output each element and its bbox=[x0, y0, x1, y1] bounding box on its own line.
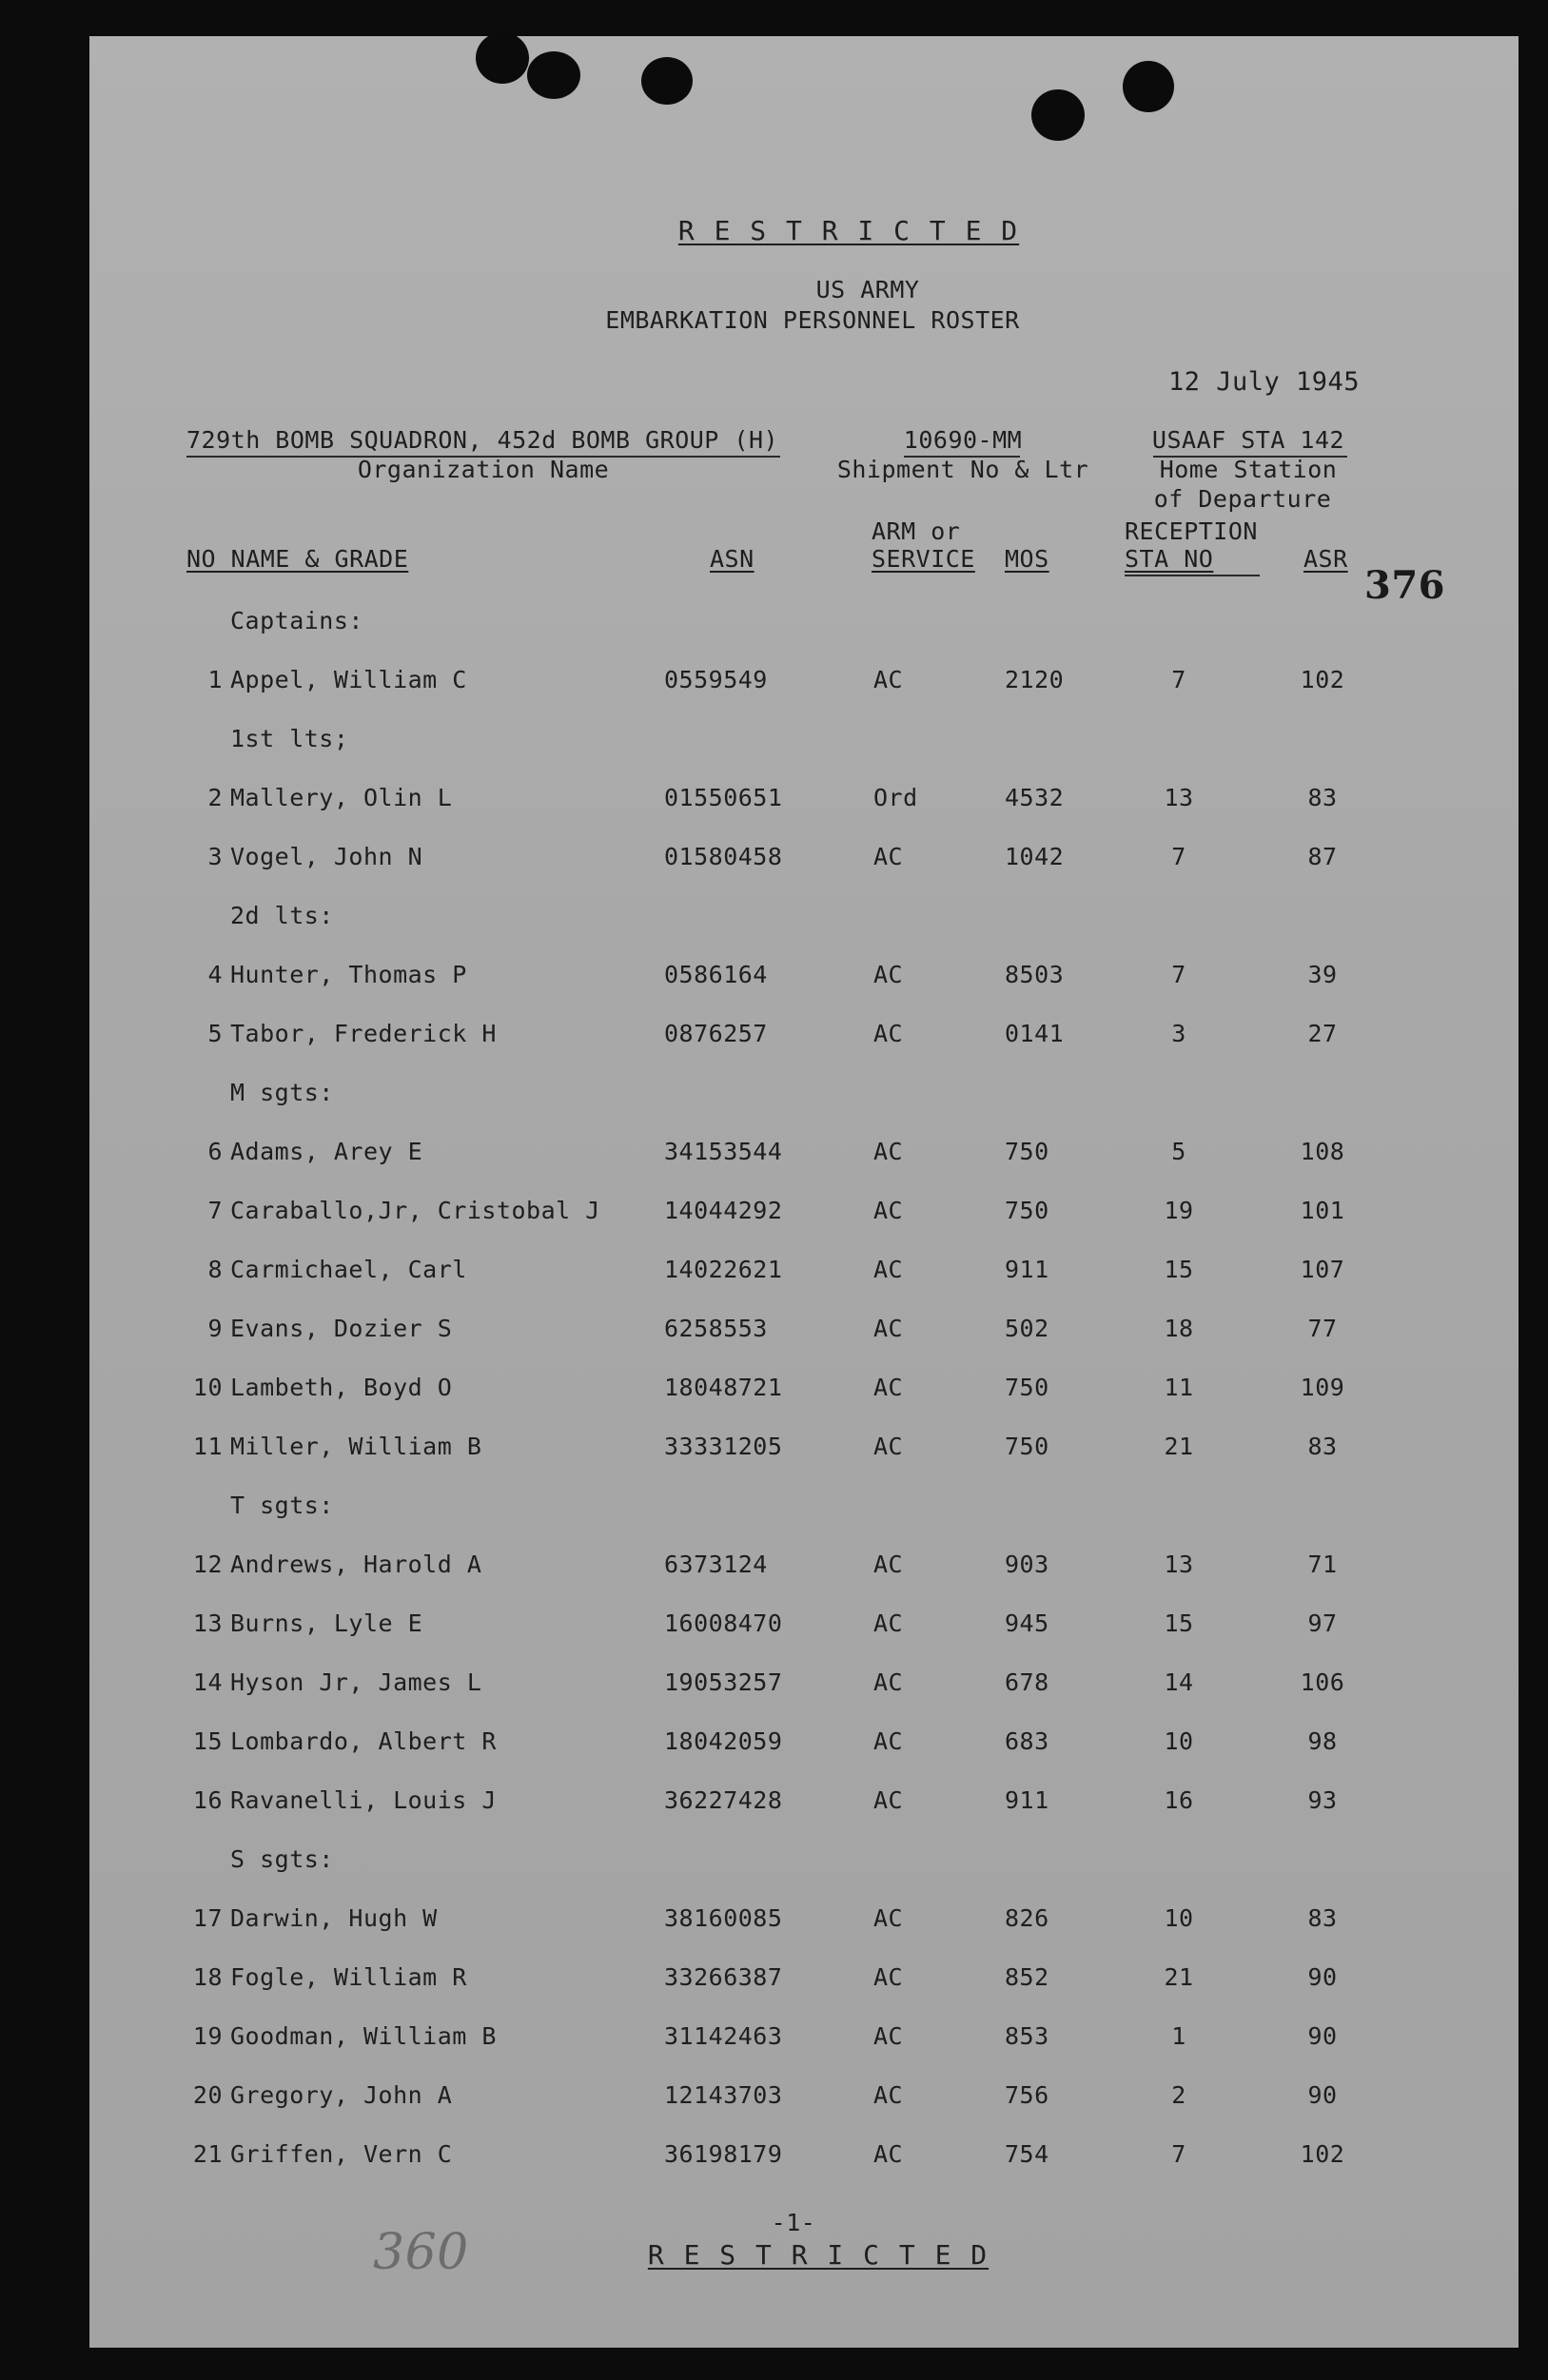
row-asn: 6258553 bbox=[664, 1315, 768, 1342]
station-label-1: Home Station bbox=[1159, 456, 1338, 483]
column-asn: ASN bbox=[710, 545, 754, 573]
column-no-name: NO NAME & GRADE bbox=[186, 545, 409, 573]
row-name: Hunter, Thomas P bbox=[230, 961, 467, 988]
table-row bbox=[89, 1374, 1519, 1412]
row-name: Appel, William C bbox=[230, 666, 467, 693]
row-asr: 93 bbox=[1307, 1786, 1338, 1814]
row-name: Caraballo,Jr, Cristobal J bbox=[230, 1197, 600, 1224]
punch-hole bbox=[527, 51, 580, 99]
row-asn: 33266387 bbox=[664, 1963, 783, 1991]
grade-heading: S sgts: bbox=[230, 1845, 334, 1873]
column-mos: MOS bbox=[1005, 545, 1049, 573]
page-stamp: 376 bbox=[1364, 563, 1445, 608]
row-mos: 754 bbox=[1005, 2140, 1049, 2168]
table-row bbox=[89, 1138, 1519, 1176]
table-row bbox=[89, 1963, 1519, 2001]
row-asn: 16008470 bbox=[664, 1609, 783, 1637]
row-sta: 16 bbox=[1164, 1786, 1194, 1814]
row-arm: AC bbox=[873, 1727, 904, 1755]
row-arm: AC bbox=[873, 2081, 904, 2109]
row-mos: 750 bbox=[1005, 1374, 1049, 1401]
row-name: Ravanelli, Louis J bbox=[230, 1786, 497, 1814]
row-mos: 853 bbox=[1005, 2022, 1049, 2050]
row-name: Adams, Arey E bbox=[230, 1138, 423, 1165]
row-asr: 77 bbox=[1307, 1315, 1338, 1342]
row-number: 17 bbox=[192, 1904, 223, 1932]
row-arm: AC bbox=[873, 961, 904, 988]
row-number: 5 bbox=[207, 1020, 223, 1047]
column-arm-1: ARM or bbox=[872, 517, 961, 545]
row-asn: 18042059 bbox=[664, 1727, 783, 1755]
row-asn: 18048721 bbox=[664, 1374, 783, 1401]
row-asn: 14022621 bbox=[664, 1256, 783, 1283]
punch-hole bbox=[1031, 89, 1085, 141]
row-sta: 2 bbox=[1171, 2081, 1186, 2109]
row-sta: 14 bbox=[1164, 1668, 1194, 1696]
table-row bbox=[89, 2140, 1519, 2178]
row-sta: 5 bbox=[1171, 1138, 1186, 1165]
row-arm: AC bbox=[873, 1609, 904, 1637]
table-row bbox=[89, 961, 1519, 999]
row-asn: 0559549 bbox=[664, 666, 768, 693]
organization-label: Organization Name bbox=[357, 456, 610, 483]
table-row bbox=[89, 1551, 1519, 1589]
row-arm: AC bbox=[873, 1551, 904, 1578]
row-mos: 2120 bbox=[1005, 666, 1065, 693]
reception-rule bbox=[1125, 575, 1260, 576]
row-number: 19 bbox=[192, 2022, 223, 2050]
row-asr: 106 bbox=[1300, 1668, 1345, 1696]
row-asr: 87 bbox=[1307, 843, 1338, 870]
row-name: Mallery, Olin L bbox=[230, 784, 453, 811]
row-mos: 750 bbox=[1005, 1138, 1049, 1165]
header-line1: US ARMY bbox=[815, 276, 920, 303]
row-sta: 13 bbox=[1164, 1551, 1194, 1578]
row-mos: 911 bbox=[1005, 1256, 1049, 1283]
row-mos: 903 bbox=[1005, 1551, 1049, 1578]
row-number: 20 bbox=[192, 2081, 223, 2109]
row-number: 6 bbox=[207, 1138, 223, 1165]
row-mos: 750 bbox=[1005, 1433, 1049, 1460]
row-sta: 10 bbox=[1164, 1727, 1194, 1755]
row-name: Darwin, Hugh W bbox=[230, 1904, 438, 1932]
row-asn: 38160085 bbox=[664, 1904, 783, 1932]
grade-heading: Captains: bbox=[230, 607, 363, 634]
row-asr: 101 bbox=[1300, 1197, 1345, 1224]
table-row bbox=[89, 1904, 1519, 1942]
table-row bbox=[89, 1433, 1519, 1471]
grade-heading: T sgts: bbox=[230, 1492, 334, 1519]
row-mos: 0141 bbox=[1005, 1020, 1065, 1047]
row-asn: 12143703 bbox=[664, 2081, 783, 2109]
home-station: USAAF STA 142 bbox=[1151, 426, 1345, 454]
row-name: Evans, Dozier S bbox=[230, 1315, 453, 1342]
table-row bbox=[89, 1315, 1519, 1353]
row-sta: 15 bbox=[1164, 1256, 1194, 1283]
row-sta: 19 bbox=[1164, 1197, 1194, 1224]
row-asr: 97 bbox=[1307, 1609, 1338, 1637]
row-arm: AC bbox=[873, 1197, 904, 1224]
row-number: 9 bbox=[207, 1315, 223, 1342]
row-sta: 11 bbox=[1164, 1374, 1194, 1401]
roster-page bbox=[89, 36, 1519, 2348]
grade-heading: 1st lts; bbox=[230, 725, 349, 752]
row-asn: 19053257 bbox=[664, 1668, 783, 1696]
row-mos: 8503 bbox=[1005, 961, 1065, 988]
row-arm: AC bbox=[873, 1138, 904, 1165]
punch-hole bbox=[641, 57, 693, 105]
row-asr: 102 bbox=[1300, 666, 1345, 693]
station-label-2: of Departure bbox=[1153, 485, 1332, 513]
row-asr: 71 bbox=[1307, 1551, 1338, 1578]
row-mos: 678 bbox=[1005, 1668, 1049, 1696]
row-mos: 945 bbox=[1005, 1609, 1049, 1637]
row-number: 2 bbox=[207, 784, 223, 811]
row-name: Burns, Lyle E bbox=[230, 1609, 423, 1637]
row-mos: 911 bbox=[1005, 1786, 1049, 1814]
table-row bbox=[89, 1727, 1519, 1765]
row-name: Goodman, William B bbox=[230, 2022, 497, 2050]
row-number: 12 bbox=[192, 1551, 223, 1578]
row-arm: AC bbox=[873, 1963, 904, 1991]
row-asn: 36227428 bbox=[664, 1786, 783, 1814]
row-mos: 852 bbox=[1005, 1963, 1049, 1991]
row-arm: AC bbox=[873, 1786, 904, 1814]
row-sta: 7 bbox=[1171, 2140, 1186, 2168]
row-asr: 90 bbox=[1307, 2081, 1338, 2109]
row-asr: 83 bbox=[1307, 1433, 1338, 1460]
table-row bbox=[89, 1786, 1519, 1824]
row-name: Andrews, Harold A bbox=[230, 1551, 482, 1578]
row-number: 10 bbox=[192, 1374, 223, 1401]
row-sta: 18 bbox=[1164, 1315, 1194, 1342]
row-number: 8 bbox=[207, 1256, 223, 1283]
row-name: Miller, William B bbox=[230, 1433, 482, 1460]
roster-date: 12 July 1945 bbox=[1168, 367, 1361, 397]
row-sta: 7 bbox=[1171, 843, 1186, 870]
row-asn: 01580458 bbox=[664, 843, 783, 870]
row-sta: 10 bbox=[1164, 1904, 1194, 1932]
row-name: Carmichael, Carl bbox=[230, 1256, 467, 1283]
row-number: 15 bbox=[192, 1727, 223, 1755]
grade-heading: 2d lts: bbox=[230, 902, 334, 929]
row-name: Fogle, William R bbox=[230, 1963, 467, 1991]
grade-heading: M sgts: bbox=[230, 1079, 334, 1106]
row-asr: 83 bbox=[1307, 784, 1338, 811]
row-asn: 0586164 bbox=[664, 961, 768, 988]
row-asr: 102 bbox=[1300, 2140, 1345, 2168]
row-asn: 01550651 bbox=[664, 784, 783, 811]
row-number: 7 bbox=[207, 1197, 223, 1224]
row-arm: AC bbox=[873, 666, 904, 693]
row-sta: 21 bbox=[1164, 1433, 1194, 1460]
table-row bbox=[89, 843, 1519, 881]
row-mos: 756 bbox=[1005, 2081, 1049, 2109]
row-mos: 1042 bbox=[1005, 843, 1065, 870]
row-number: 21 bbox=[192, 2140, 223, 2168]
row-name: Lombardo, Albert R bbox=[230, 1727, 497, 1755]
table-row bbox=[89, 1020, 1519, 1058]
row-asn: 0876257 bbox=[664, 1020, 768, 1047]
handwritten-number: 360 bbox=[373, 2224, 469, 2281]
header-line2: EMBARKATION PERSONNEL ROSTER bbox=[605, 306, 1020, 334]
row-arm: Ord bbox=[873, 784, 918, 811]
row-sta: 7 bbox=[1171, 961, 1186, 988]
page-number: -1- bbox=[771, 2209, 816, 2236]
row-mos: 502 bbox=[1005, 1315, 1049, 1342]
row-arm: AC bbox=[873, 1020, 904, 1047]
row-arm: AC bbox=[873, 843, 904, 870]
row-sta: 3 bbox=[1171, 1020, 1186, 1047]
classification-top: R E S T R I C T E D bbox=[677, 215, 1020, 246]
row-asn: 14044292 bbox=[664, 1197, 783, 1224]
row-asr: 39 bbox=[1307, 961, 1338, 988]
column-reception-2: STA NO bbox=[1125, 545, 1214, 573]
row-name: Gregory, John A bbox=[230, 2081, 453, 2109]
row-sta: 13 bbox=[1164, 784, 1194, 811]
row-asn: 6373124 bbox=[664, 1551, 768, 1578]
row-number: 18 bbox=[192, 1963, 223, 1991]
table-row bbox=[89, 1197, 1519, 1235]
row-name: Griffen, Vern C bbox=[230, 2140, 453, 2168]
row-number: 3 bbox=[207, 843, 223, 870]
table-row bbox=[89, 666, 1519, 704]
table-row bbox=[89, 1256, 1519, 1294]
row-asn: 33331205 bbox=[664, 1433, 783, 1460]
row-asn: 31142463 bbox=[664, 2022, 783, 2050]
row-asn: 34153544 bbox=[664, 1138, 783, 1165]
row-asr: 27 bbox=[1307, 1020, 1338, 1047]
shipment-number: 10690-MM bbox=[903, 426, 1023, 454]
row-mos: 683 bbox=[1005, 1727, 1049, 1755]
organization-name: 729th BOMB SQUADRON, 452d BOMB GROUP (H) bbox=[186, 426, 779, 454]
row-name: Lambeth, Boyd O bbox=[230, 1374, 453, 1401]
classification-bottom: R E S T R I C T E D bbox=[647, 2239, 990, 2271]
row-asr: 83 bbox=[1307, 1904, 1338, 1932]
row-arm: AC bbox=[873, 1374, 904, 1401]
punch-hole bbox=[1123, 61, 1174, 112]
table-row bbox=[89, 2022, 1519, 2060]
row-arm: AC bbox=[873, 1904, 904, 1932]
row-name: Tabor, Frederick H bbox=[230, 1020, 497, 1047]
row-name: Hyson Jr, James L bbox=[230, 1668, 482, 1696]
row-asr: 90 bbox=[1307, 2022, 1338, 2050]
row-arm: AC bbox=[873, 1315, 904, 1342]
row-mos: 4532 bbox=[1005, 784, 1065, 811]
row-asn: 36198179 bbox=[664, 2140, 783, 2168]
row-mos: 750 bbox=[1005, 1197, 1049, 1224]
row-mos: 826 bbox=[1005, 1904, 1049, 1932]
row-number: 11 bbox=[192, 1433, 223, 1460]
column-arm-2: SERVICE bbox=[872, 545, 975, 573]
row-number: 13 bbox=[192, 1609, 223, 1637]
punch-hole bbox=[476, 32, 529, 84]
row-sta: 1 bbox=[1171, 2022, 1186, 2050]
shipment-label: Shipment No & Ltr bbox=[836, 456, 1089, 483]
row-sta: 7 bbox=[1171, 666, 1186, 693]
row-number: 14 bbox=[192, 1668, 223, 1696]
row-arm: AC bbox=[873, 2022, 904, 2050]
row-name: Vogel, John N bbox=[230, 843, 423, 870]
row-asr: 108 bbox=[1300, 1138, 1345, 1165]
row-asr: 98 bbox=[1307, 1727, 1338, 1755]
row-arm: AC bbox=[873, 2140, 904, 2168]
table-row bbox=[89, 2081, 1519, 2119]
row-arm: AC bbox=[873, 1433, 904, 1460]
row-arm: AC bbox=[873, 1668, 904, 1696]
row-asr: 90 bbox=[1307, 1963, 1338, 1991]
column-reception-1: RECEPTION bbox=[1125, 517, 1258, 545]
row-sta: 21 bbox=[1164, 1963, 1194, 1991]
row-number: 16 bbox=[192, 1786, 223, 1814]
table-row bbox=[89, 784, 1519, 822]
row-sta: 15 bbox=[1164, 1609, 1194, 1637]
row-number: 1 bbox=[207, 666, 223, 693]
row-asr: 107 bbox=[1300, 1256, 1345, 1283]
table-row bbox=[89, 1609, 1519, 1648]
row-number: 4 bbox=[207, 961, 223, 988]
row-asr: 109 bbox=[1300, 1374, 1345, 1401]
table-row bbox=[89, 1668, 1519, 1707]
column-asr: ASR bbox=[1303, 545, 1348, 573]
row-arm: AC bbox=[873, 1256, 904, 1283]
